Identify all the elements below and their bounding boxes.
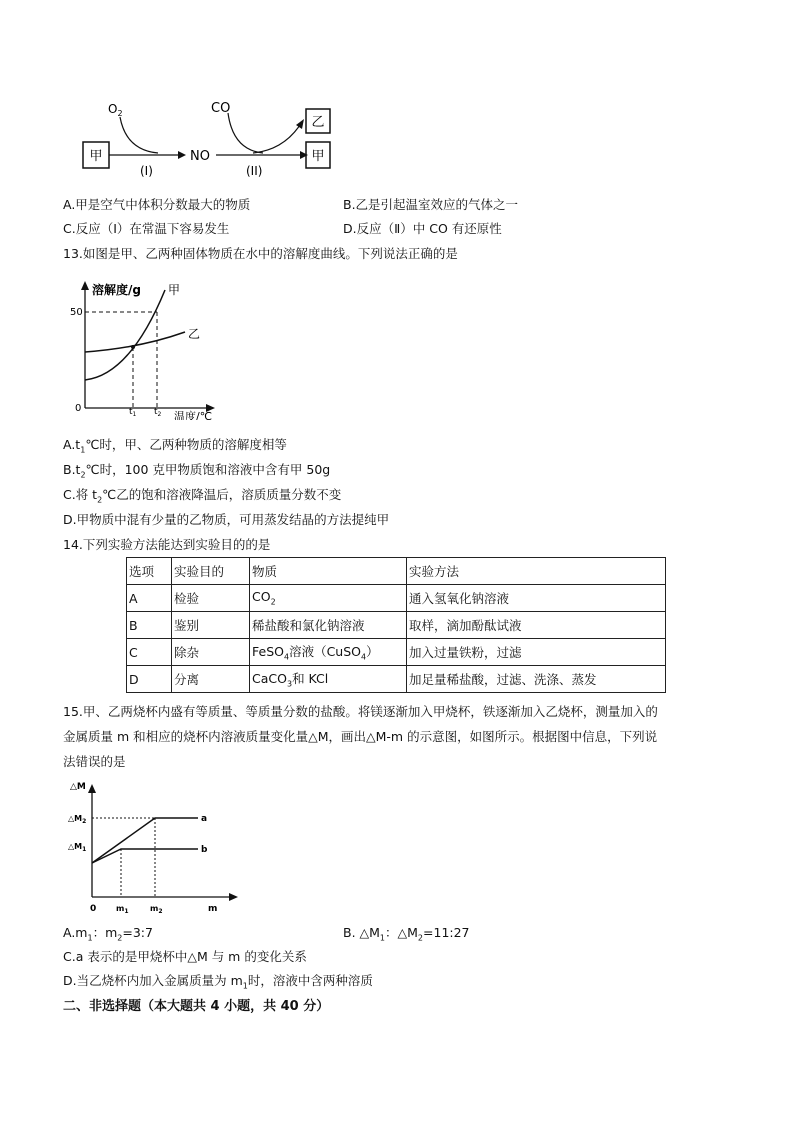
q13-option-d: D.甲物质中混有少量的乙物质，可用蒸发结晶的方法提纯甲 xyxy=(63,512,390,527)
table-cell-substance: FeSO$_4$溶液（CuSO$_4$） xyxy=(250,639,407,666)
table-cell-purpose: 分离 xyxy=(172,666,250,693)
q13-x-tick-t1: $t_1$ xyxy=(129,407,137,418)
table-row xyxy=(127,612,666,639)
q13-curve-jia xyxy=(85,290,165,380)
step2-label: (II) xyxy=(246,164,263,178)
table-cell-method: 取样，滴加酚酞试液 xyxy=(407,612,666,639)
q12-option-b: B.乙是引起温室效应的气体之一 xyxy=(343,197,519,212)
q15-series-a-label: a xyxy=(201,814,208,824)
q13-solubility-chart xyxy=(70,280,230,420)
o2-label: $O_2$ xyxy=(108,102,123,118)
q13-y-tick-50: 50 xyxy=(70,307,83,318)
table-cell-substance: $CO_2$ xyxy=(250,585,407,612)
table-row xyxy=(127,639,666,666)
table-cell-option: C xyxy=(127,639,172,666)
table-cell-purpose: 检验 xyxy=(172,585,250,612)
q15-y-tick-dm1: $\triangle M_1$ xyxy=(68,842,87,853)
jia-label-right: 甲 xyxy=(311,149,325,164)
q13-curve-yi xyxy=(85,332,185,352)
q15-delta-m-chart xyxy=(68,777,248,913)
q14-stem: 14.下列实验方法能达到实验目的的是 xyxy=(63,537,271,552)
q15-x-tick-m2: $m_2$ xyxy=(150,904,163,913)
q15-origin: 0 xyxy=(90,904,97,913)
q15-y-axis-label: △M xyxy=(70,782,86,792)
q15-stem-line3: 法错误的是 xyxy=(63,754,126,769)
q15-series-b-label: b xyxy=(201,845,208,855)
jia-label-left: 甲 xyxy=(89,149,103,164)
table-cell-option: B xyxy=(127,612,172,639)
q14-table xyxy=(126,557,666,693)
q12-reaction-diagram xyxy=(78,95,338,185)
table-cell-method: 加入过量铁粉，过滤 xyxy=(407,639,666,666)
co-label: CO xyxy=(211,101,231,116)
table-header-cell: 实验方法 xyxy=(407,558,666,585)
yi-label: 乙 xyxy=(311,115,325,130)
q13-x-axis-label: 温度/℃ xyxy=(174,410,213,420)
q15-stem-line2: 金属质量 m 和相应的烧杯内溶液质量变化量△M，画出△M-m 的示意图，如图所示。根据图中信息，下列说 xyxy=(63,729,658,744)
q15-option-b: B. $\triangle M_1$：$\triangle M_2=11:27$ xyxy=(343,925,470,943)
q13-origin: 0 xyxy=(75,403,82,414)
section-heading: 二、非选择题（本大题共 4 小题，共 40 分） xyxy=(63,999,330,1014)
q12-option-c: C.反应（I）在常温下容易发生 xyxy=(63,221,230,236)
table-cell-substance: 稀盐酸和氯化钠溶液 xyxy=(250,612,407,639)
no-label: NO xyxy=(190,149,210,164)
table-cell-option: A xyxy=(127,585,172,612)
table-cell-method: 通入氢氧化钠溶液 xyxy=(407,585,666,612)
table-cell-option: D xyxy=(127,666,172,693)
q13-y-axis-label: 溶解度/g xyxy=(92,283,141,297)
table-cell-substance: CaCO$_3$和 KCl xyxy=(250,666,407,693)
q15-y-tick-dm2: $\triangle M_2$ xyxy=(68,814,87,825)
table-cell-method: 加足量稀盐酸，过滤、洗涤、蒸发 xyxy=(407,666,666,693)
q13-option-c: C.将 $t_2℃$乙的饱和溶液降温后，溶质质量分数不变 xyxy=(63,487,342,505)
q15-x-tick-m1: $m_1$ xyxy=(116,904,129,913)
q15-x-axis-label: m xyxy=(208,904,218,913)
q15-option-a: $A.m_1$：$m_2=3:7$ xyxy=(63,925,153,943)
q12-option-d: D.反应（Ⅱ）中 CO 有还原性 xyxy=(343,221,502,236)
q13-option-a: $A.t_1℃$时，甲、乙两种物质的溶解度相等 xyxy=(63,437,287,455)
table-cell-purpose: 鉴别 xyxy=(172,612,250,639)
table-row xyxy=(127,666,666,693)
q15-stem-line1: 15.甲、乙两烧杯内盛有等质量、等质量分数的盐酸。将镁逐渐加入甲烧杯，铁逐渐加入乙烧杯，测量加入的 xyxy=(63,704,658,719)
q15-option-c: C.a 表示的是甲烧杯中△M 与 m 的变化关系 xyxy=(63,949,307,964)
q13-series-jia-label: 甲 xyxy=(168,283,181,297)
table-header-cell: 实验目的 xyxy=(172,558,250,585)
table-header-row xyxy=(127,558,666,585)
table-row xyxy=(127,585,666,612)
q13-x-tick-t2: $t_2$ xyxy=(154,407,162,418)
q13-series-yi-label: 乙 xyxy=(188,327,201,341)
q13-stem: 13.如图是甲、乙两种固体物质在水中的溶解度曲线。下列说法正确的是 xyxy=(63,246,458,261)
step1-label: (I) xyxy=(140,164,153,178)
table-header-cell: 物质 xyxy=(250,558,407,585)
q15-option-d: D.当乙烧杯内加入金属质量为 $m_1$时，溶液中含两种溶质 xyxy=(63,973,373,991)
q12-option-a: A.甲是空气中体积分数最大的物质 xyxy=(63,197,251,212)
table-header-cell: 选项 xyxy=(127,558,172,585)
table-cell-purpose: 除杂 xyxy=(172,639,250,666)
q13-option-b: $B.t_2℃$时，100 克甲物质饱和溶液中含有甲 50g xyxy=(63,462,331,480)
q15-line-a xyxy=(92,818,198,863)
